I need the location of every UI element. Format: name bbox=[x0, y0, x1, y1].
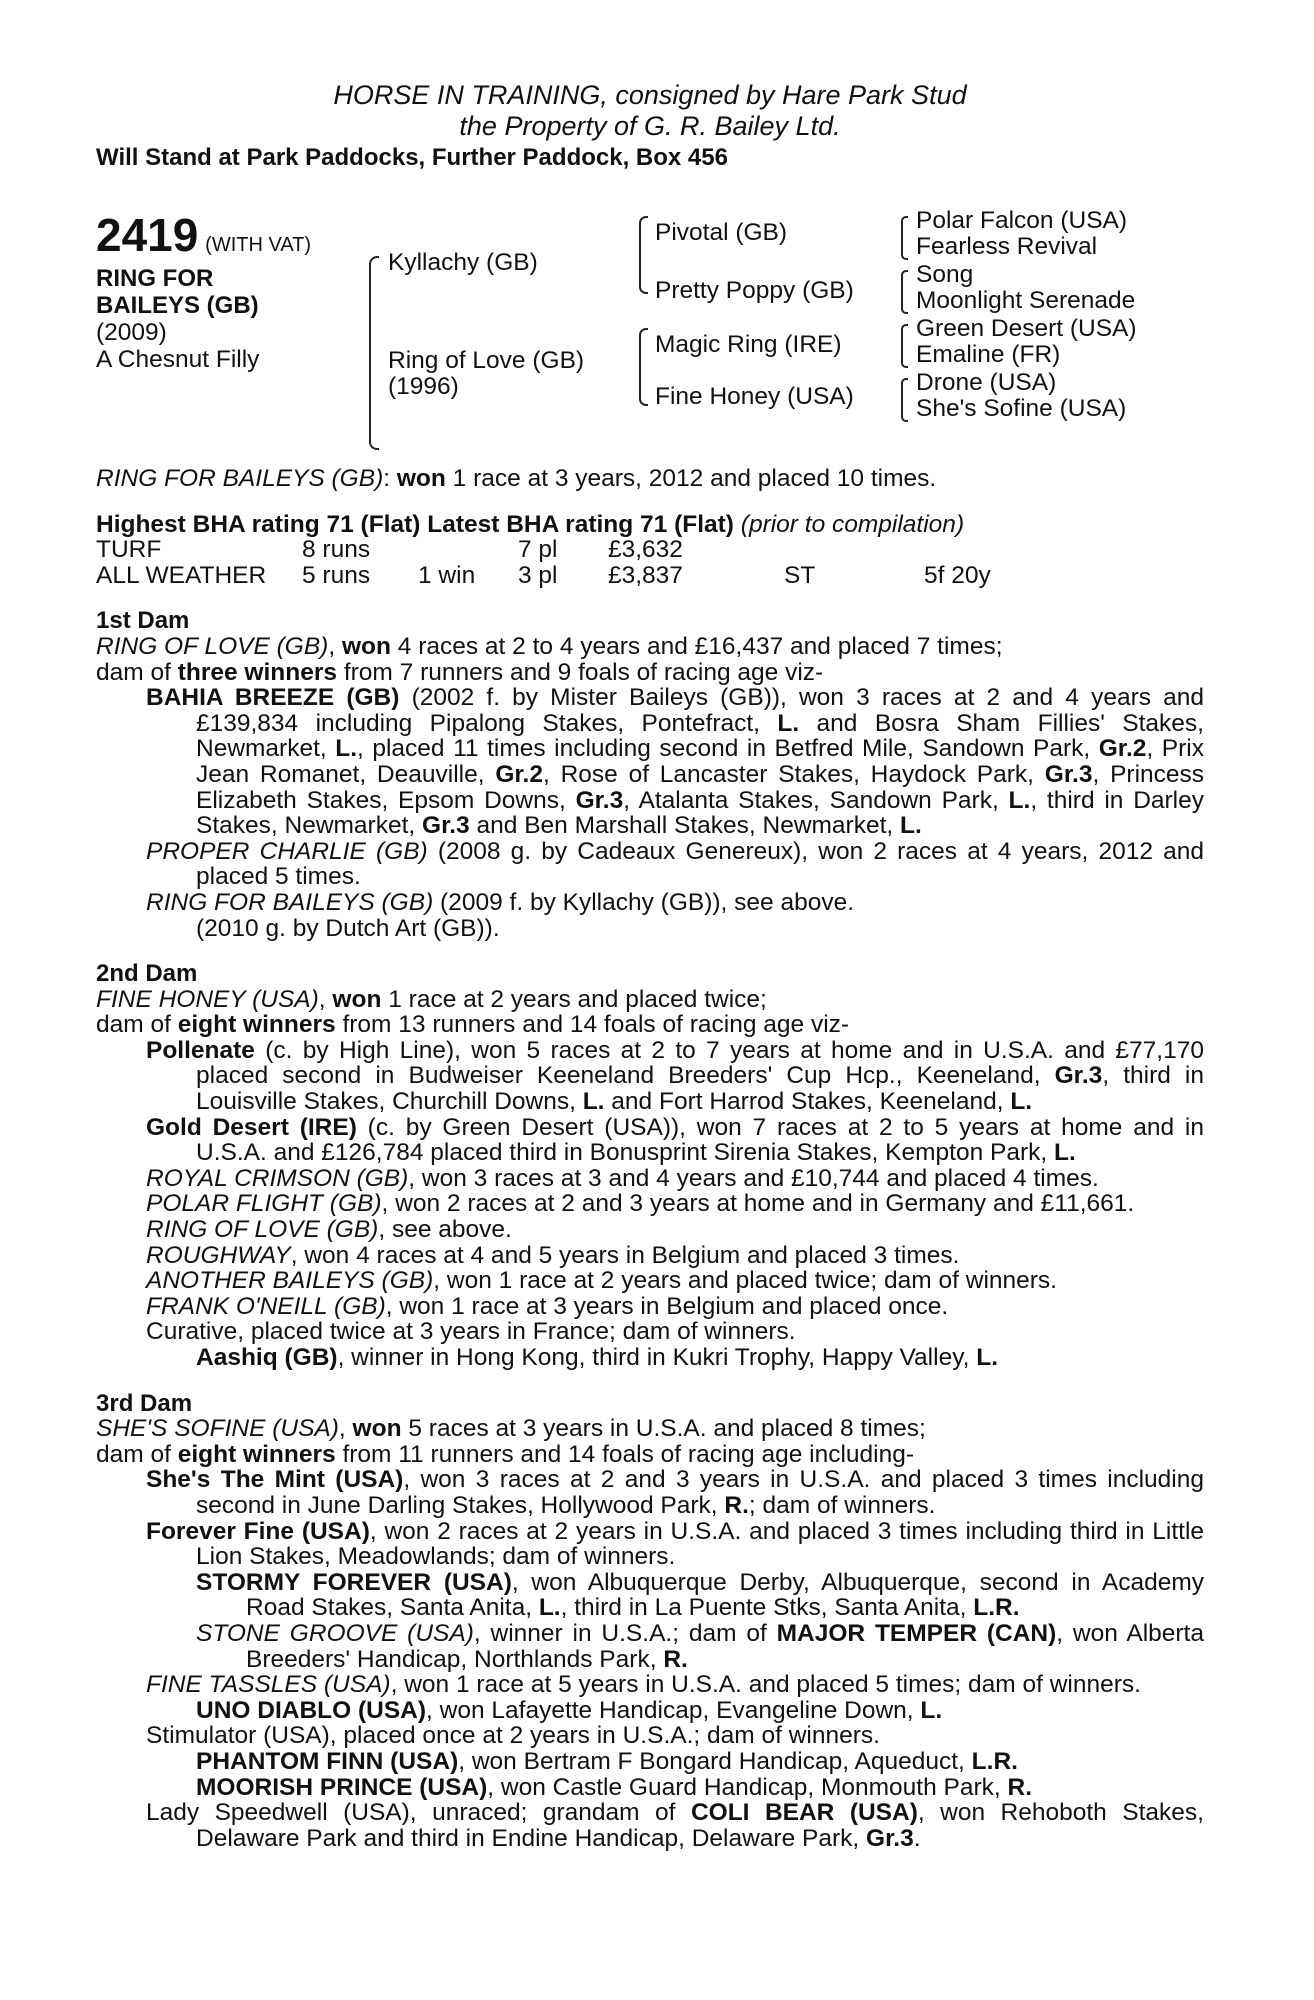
third-dam-heading: 3rd Dam bbox=[96, 1389, 193, 1417]
produce-fine-tassles: FINE TASSLES (USA), won 1 race at 5 years in U.S.A. and placed 5 times; dam of winners. bbox=[146, 1671, 1141, 1699]
third-dam-summary: SHE'S SOFINE (USA), won 5 races at 3 years in U.S.A. and placed 8 times; bbox=[96, 1415, 926, 1443]
ggp-brace-4 bbox=[901, 378, 908, 422]
ggp-5: Green Desert (USA) bbox=[916, 315, 1137, 342]
lot-heading bbox=[96, 209, 312, 261]
produce-gold-desert: Gold Desert (IRE) (c. by Green Desert (USA)), won 7 races at 2 to 5 years at home and in U.S.A. and £126,784 placed third in Bonusprint Sirenia Stakes, Kempton Park, L. bbox=[146, 1113, 1204, 1167]
ggp-4: Moonlight Serenade bbox=[916, 287, 1136, 314]
ggp-7: Drone (USA) bbox=[916, 369, 1057, 396]
ggp-brace-2 bbox=[901, 270, 908, 314]
produce-lady-speedwell: Lady Speedwell (USA), unraced; grandam of COLI BEAR (USA), won Rehoboth Stakes, Delaware Park and third in Endine Handicap, Delaware Park, Gr.3. bbox=[146, 1799, 1204, 1852]
produce-stimulator: Stimulator (USA), placed once at 2 years in U.S.A.; dam of winners. bbox=[146, 1722, 880, 1750]
produce-phantom-finn: PHANTOM FINN (USA), won Bertram F Bongard Handicap, Aqueduct, L.R. bbox=[196, 1747, 1018, 1775]
horse-name-1: RING FOR bbox=[96, 265, 214, 292]
first-dam-heading: 1st Dam bbox=[96, 607, 190, 635]
produce-roughway: ROUGHWAY, won 4 races at 4 and 5 years in Belgium and placed 3 times. bbox=[146, 1241, 960, 1269]
dam: Ring of Love (GB) bbox=[388, 347, 585, 374]
ggp-6: Emaline (FR) bbox=[916, 341, 1061, 368]
horse-description: A Chesnut Filly bbox=[96, 346, 260, 373]
dam-sire: Magic Ring (IRE) bbox=[655, 331, 842, 358]
produce-ring-for-baileys: RING FOR BAILEYS (GB) (2009 f. by Kyllachy (GB)), see above. bbox=[146, 888, 855, 916]
ggp-brace-3 bbox=[901, 324, 908, 368]
horse-name-2: BAILEYS (GB) bbox=[96, 292, 259, 319]
produce-shes-the-mint: She's The Mint (USA), won 3 races at 2 and 3 years in U.S.A. and placed 3 times including second in June Darling Stakes, Hollywood Park, R.; dam of winners. bbox=[146, 1466, 1204, 1519]
produce-frank-oneill: FRANK O'NEILL (GB), won 1 race at 3 years in Belgium and placed once. bbox=[146, 1292, 949, 1320]
sire-sire: Pivotal (GB) bbox=[655, 219, 788, 246]
produce-moorish-prince: MOORISH PRINCE (USA), won Castle Guard Handicap, Monmouth Park, R. bbox=[196, 1773, 1032, 1801]
ggp-2: Fearless Revival bbox=[916, 233, 1098, 260]
second-dam-summary: FINE HONEY (USA), won 1 race at 2 years and placed twice; bbox=[96, 985, 767, 1013]
produce-ring-of-love: RING OF LOVE (GB), see above. bbox=[146, 1216, 512, 1244]
foaling-year: (2009) bbox=[96, 319, 167, 346]
ratings-row-turf: TURF 8 runs 7 pl £3,632 bbox=[96, 536, 683, 564]
stand-location: Will Stand at Park Paddocks, Further Paddock, Box 456 bbox=[96, 144, 728, 171]
produce-stone-groove: STONE GROOVE (USA), winner in U.S.A.; dam of MAJOR TEMPER (CAN), won Alberta Breeders' Handicap, Northlands Park, R. bbox=[196, 1619, 1204, 1673]
third-dam-produce: dam of eight winners from 11 runners and 14 foals of racing age including- bbox=[96, 1440, 914, 1468]
third-dam-section bbox=[96, 1391, 1204, 1852]
consignor-line: HORSE IN TRAINING, consigned by Hare Park Stud bbox=[333, 80, 967, 110]
produce-proper-charlie: PROPER CHARLIE (GB) (2008 g. by Cadeaux Genereux), won 2 races at 4 years, 2012 and placed 5 times. bbox=[146, 837, 1204, 891]
first-dam-section bbox=[96, 608, 1204, 941]
dam-parents-brace bbox=[639, 328, 648, 406]
dam-dam: Fine Honey (USA) bbox=[655, 383, 854, 410]
first-dam-summary: RING OF LOVE (GB), won 4 races at 2 to 4 years and £16,437 and placed 7 times; bbox=[96, 632, 1003, 660]
ratings-row-all-weather: ALL WEATHER 5 runs 1 win 3 pl £3,837 ST 5f 20y bbox=[96, 561, 991, 589]
produce-pollenate: Pollenate (c. by High Line), won 5 races at 2 to 7 years at home and in U.S.A. and £77,170 placed second in Budweiser Keeneland Breeders' Cup Hcp., Keeneland, Gr.3, third in Louisville Stakes, Churchill Downs, L. and Fort Harrod Stakes, Keeneland, L. bbox=[146, 1036, 1204, 1116]
property-line: the Property of G. R. Bailey Ltd. bbox=[459, 111, 841, 141]
produce-another-baileys: ANOTHER BAILEYS (GB), won 1 race at 2 years and placed twice; dam of winners. bbox=[146, 1267, 1057, 1295]
sire: Kyllachy (GB) bbox=[388, 249, 538, 276]
produce-bahia-breeze: BAHIA BREEZE (GB) (2002 f. by Mister Baileys (GB)), won 3 races at 2 and 4 years and £139,834 including Pipalong Stakes, Pontefract, L. and Bosra Sham Fillies' Stakes, Newmarket, L., placed 11 times including second in Betfred Mile, Sandown Park, Gr.2, Prix Jean Romanet, Deauville, Gr.2, Rose of Lancaster Stakes, Haydock Park, Gr.3, Princess Elizabeth Stakes, Epsom Downs, Gr.3, Atalanta Stakes, Sandown Park, L., third in Darley Stakes, Newmarket, Gr.3 and Ben Marshall Stakes, Newmarket, L. bbox=[146, 684, 1205, 840]
race-summary: RING FOR BAILEYS (GB): won 1 race at 3 years, 2012 and placed 10 times. bbox=[96, 465, 937, 492]
ggp-brace-1 bbox=[901, 216, 908, 260]
second-dam-produce: dam of eight winners from 13 runners and 14 foals of racing age viz- bbox=[96, 1011, 850, 1039]
sire-dam-brace bbox=[369, 256, 379, 450]
ggp-3: Song bbox=[916, 261, 974, 288]
dam-year: (1996) bbox=[388, 373, 459, 400]
ratings-heading: Highest BHA rating 71 (Flat) Latest BHA rating 71 (Flat) (prior to compilation) bbox=[96, 510, 965, 538]
produce-2010-colt: (2010 g. by Dutch Art (GB)). bbox=[196, 914, 500, 942]
ggp-1: Polar Falcon (USA) bbox=[916, 207, 1128, 234]
first-dam-produce: dam of three winners from 7 runners and 9 foals of racing age viz- bbox=[96, 658, 824, 686]
second-dam-heading: 2nd Dam bbox=[96, 960, 198, 988]
produce-royal-crimson: ROYAL CRIMSON (GB), won 3 races at 3 and 4 years and £10,744 and placed 4 times. bbox=[146, 1164, 1099, 1192]
produce-stormy-forever: STORMY FOREVER (USA), won Albuquerque Derby, Albuquerque, second in Academy Road Stakes, Santa Anita, L., third in La Puente Stks, Santa Anita, L.R. bbox=[196, 1568, 1205, 1622]
pedigree-block bbox=[96, 207, 1204, 454]
catalogue-page bbox=[96, 80, 1204, 1851]
produce-forever-fine: Forever Fine (USA), won 2 races at 2 years in U.S.A. and placed 3 times including third in Little Lion Stakes, Meadowlands; dam of winners. bbox=[146, 1517, 1205, 1571]
produce-uno-diablo: UNO DIABLO (USA), won Lafayette Handicap, Evangeline Down, L. bbox=[196, 1696, 943, 1724]
produce-polar-flight: POLAR FLIGHT (GB), won 2 races at 2 and 3 years at home and in Germany and £11,661. bbox=[146, 1190, 1135, 1218]
sire-dam: Pretty Poppy (GB) bbox=[655, 277, 854, 304]
sire-parents-brace bbox=[639, 216, 648, 294]
produce-curative: Curative, placed twice at 3 years in France; dam of winners. bbox=[146, 1318, 796, 1346]
vat-note: (WITH VAT) bbox=[205, 234, 312, 256]
second-dam-section bbox=[96, 961, 1204, 1371]
produce-aashiq: Aashiq (GB), winner in Hong Kong, third in Kukri Trophy, Happy Valley, L. bbox=[196, 1344, 999, 1371]
ggp-8: She's Sofine (USA) bbox=[916, 395, 1127, 422]
lot-number: 2419 bbox=[96, 209, 199, 261]
ratings-section bbox=[96, 512, 1204, 589]
